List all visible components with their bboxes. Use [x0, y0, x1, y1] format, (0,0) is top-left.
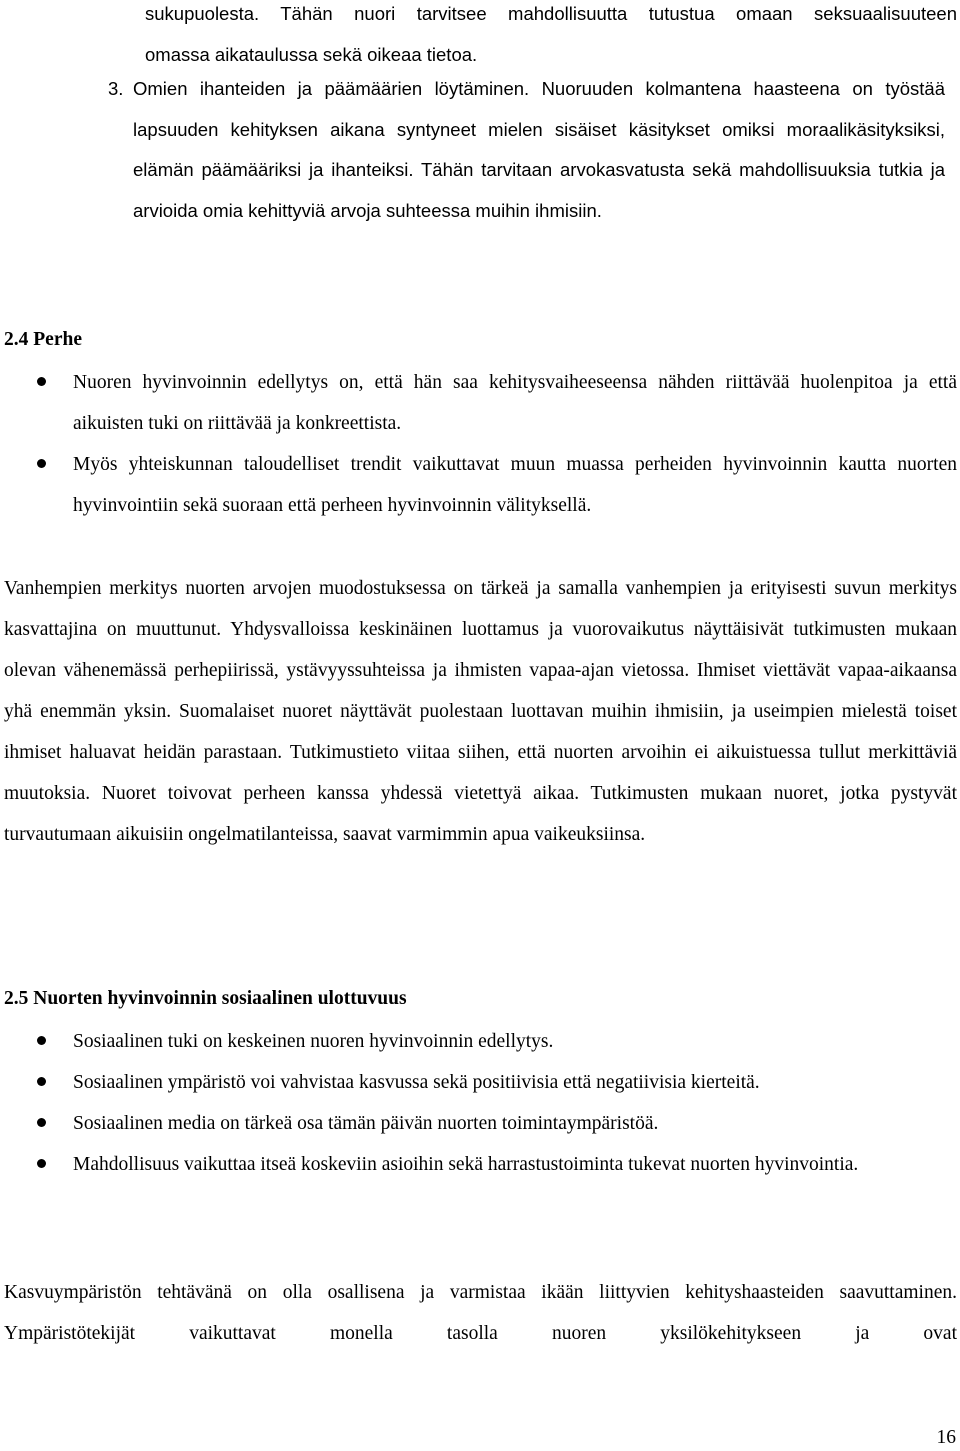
- numbered-item-paragraph: [108, 69, 957, 231]
- continuation-paragraph: [145, 0, 957, 75]
- list-item: [0, 1062, 960, 1103]
- list-item: [0, 1144, 960, 1185]
- section-heading-2-4: 2.4 Perhe: [4, 329, 82, 350]
- bullet-text: Myös yhteiskunnan taloudelliset trendit vaikuttavat muun muassa perheiden hyvinvoinnin kautta nuorten hyvinvointiin sekä suoraan että perheen hyvinvoinnin välityksellä.: [73, 454, 957, 516]
- bullet-icon: [37, 1159, 46, 1168]
- bullet-text: Sosiaalinen media on tärkeä osa tämän päivän nuorten toimintaympäristöä.: [73, 1113, 659, 1134]
- bullet-icon: [37, 377, 46, 386]
- list-item: [0, 1103, 960, 1144]
- bullet-text: Sosiaalinen tuki on keskeinen nuoren hyvinvoinnin edellytys.: [73, 1031, 554, 1052]
- bullet-icon: [37, 1118, 46, 1127]
- section-heading-2-5: 2.5 Nuorten hyvinvoinnin sosiaalinen ulottuvuus: [4, 988, 407, 1009]
- bullet-list-2-4: [0, 362, 960, 526]
- section-paragraph-2-4: Vanhempien merkitys nuorten arvojen muodostuksessa on tärkeä ja samalla vanhempien ja erityisesti suvun merkitys kasvattajina on muuttunut. Yhdysvalloissa keskinäinen luottamus ja vuorovaikutus näyttäisivät tutkimusten mukaan olevan vähenemässä perhepiirissä, ystävyyssuhteissa ja ihmisten vapaa-ajan vietossa. Ihmiset viettävät vapaa-aikaansa yhä enemmän yksin. Suomalaiset nuoret näyttävät puolestaan luottavan muihin ihmisiin, ja useimpien mielestä toiset ihmiset haluavat heidän parastaan. Tutkimustieto viitaa siihen, että nuorten arvoihin ei aikuistuessa tullut merkittäviä muutoksia. Nuoret toivovat perheen kanssa yhdessä vietettyä aikaa. Tutkimusten mukaan nuoret, jotka pystyvät turvautumaan aikuisiin ongelmatilanteissa, saavat varmimmin apua vaikeuksiinsa.: [4, 578, 957, 845]
- list-item: [0, 1021, 960, 1062]
- bullet-icon: [37, 459, 46, 468]
- paragraph-text: Kasvuympäristön tehtävänä on olla osallisena ja varmistaa ikään liittyvien kehityshaasteiden saavuttaminen. Ympäristötekijät vaikuttavat monella tasolla nuoren yksilökehitykseen ja ovat: [4, 1282, 957, 1344]
- numbered-item-3: [108, 69, 957, 231]
- list-item: [0, 362, 960, 444]
- bullet-text: Mahdollisuus vaikuttaa itseä koskeviin asioihin sekä harrastustoiminta tukevat nuorten hyvinvointia.: [73, 1154, 859, 1175]
- section-paragraph-2-5: [4, 1272, 957, 1354]
- bullet-icon: [37, 1077, 46, 1086]
- list-item: [0, 444, 960, 526]
- continuation-line-2: omassa aikataulussa sekä oikeaa tietoa.: [145, 43, 478, 65]
- page-number: 16: [936, 1427, 956, 1448]
- bullet-text: Sosiaalinen ympäristö voi vahvistaa kasvussa sekä positiivisia että negatiivisia kierteitä.: [73, 1072, 760, 1093]
- numbered-item-text: Omien ihanteiden ja päämäärien löytäminen. Nuoruuden kolmantena haasteena on työstää lapsuuden kehityksen aikana syntyneet mielen sisäiset käsitykset omiksi moraalikäsityksiksi, elämän päämääriksi ja ihanteiksi. Tähän tarvitaan arvokasvatusta sekä mahdollisuuksia tutkia ja arvioida omia kehittyviä arvoja suhteessa muihin ihmisiin.: [133, 78, 945, 221]
- bullet-list-2-5: [0, 1021, 960, 1185]
- list-number: 3.: [108, 78, 124, 99]
- continuation-line-1: sukupuolesta. Tähän nuori tarvitsee mahdollisuutta tutustua omaan seksuaalisuuteen: [145, 3, 957, 24]
- bullet-text: Nuoren hyvinvoinnin edellytys on, että hän saa kehitysvaiheeseensa nähden riittävää huolenpitoa ja että aikuisten tuki on riittävää ja konkreettista.: [73, 372, 957, 434]
- bullet-icon: [37, 1036, 46, 1045]
